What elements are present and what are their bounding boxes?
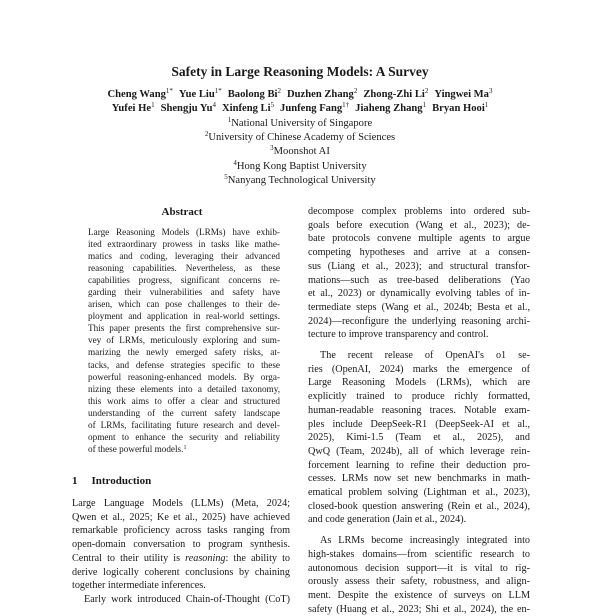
- author-name: [112, 103, 155, 114]
- text-line: remarkable proficiency across tasks ranging from: [72, 525, 290, 537]
- footnote-mark: 1: [183, 444, 187, 451]
- author-name: [280, 103, 349, 114]
- author-name-text: Jiaheng Zhang: [355, 103, 423, 114]
- text-line: decompose complex problems into ordered sub-: [308, 206, 530, 217]
- author-name: [432, 103, 488, 114]
- text-line: ment. Despite the existence of surveys on LLM: [308, 589, 530, 601]
- paper-title: Safety in Large Reasoning Models: A Survey: [171, 64, 429, 79]
- text-line: bate protocols convene multiple agents to argue: [308, 233, 530, 245]
- abstract-line: [88, 407, 280, 419]
- section-number: 1: [72, 475, 78, 487]
- author-affiliation-mark: 2: [277, 87, 281, 95]
- abstract-line: [88, 346, 280, 358]
- section-heading-introduction: [72, 475, 151, 487]
- author-line-1: [40, 88, 560, 102]
- abstract-line-text: matics and coding, leveraging their advanced: [88, 251, 280, 262]
- right-column: [308, 205, 530, 616]
- abstract-line: [88, 226, 280, 238]
- affiliation-mark: 3: [270, 144, 274, 153]
- text-run: Central to their utility is: [72, 552, 186, 564]
- abstract-line: [88, 238, 280, 250]
- text-line: cesses. LRMs now set new benchmarks in math-: [308, 473, 530, 485]
- author-name-text: Yue Liu: [178, 89, 215, 100]
- author-name-text: Duzhen Zhang: [286, 89, 354, 100]
- text-line: ples include DeepSeek-R1 (DeepSeek-AI et al.,: [308, 418, 530, 430]
- text-line: Large Language Models (LLMs) (Meta, 2024;: [72, 498, 290, 509]
- abstract-line: [88, 383, 280, 395]
- abstract-line-text: capabilities progress, significant concerns re-: [88, 275, 280, 286]
- text-line: ematical problem solving (Lightman et al., 2023),: [308, 487, 530, 499]
- author-affiliation-mark: 1: [484, 101, 489, 109]
- author-name-text: Yingwei Ma: [434, 89, 489, 100]
- author-name-text: Xinfeng Li: [221, 103, 271, 114]
- abstract-line-text: of LRMs, facilitating future research and devel-: [88, 419, 280, 430]
- author-affiliation-mark: 1*: [214, 87, 222, 95]
- abstract-line-text: reasoning capabilities. Nevertheless, as these: [88, 263, 280, 274]
- abstract-line-text: garding their vulnerabilities and safety have: [88, 287, 280, 298]
- text-line: high-stakes domains—from scientific research to: [308, 548, 530, 560]
- affiliation: [0, 117, 600, 131]
- text-line: autonomous decision support—it is vital to rig-: [308, 562, 530, 574]
- affiliation: [0, 174, 600, 188]
- abstract-line-text: arisen, which can pose challenges to their de-: [88, 299, 280, 310]
- text-line: closed-book question answering (Rein et al., 2024),: [308, 500, 530, 512]
- abstract-line: [88, 359, 280, 371]
- text-line: competing hypotheses and arrive at a consen-: [308, 247, 530, 259]
- text-line: termediate steps (Wang et al., 2024b; Besta et al.,: [308, 301, 530, 313]
- author-name-text: Baolong Bi: [227, 89, 278, 100]
- abstract-heading: Abstract: [161, 206, 203, 218]
- text-line: open-domain conversation to program synthesis.: [72, 539, 290, 551]
- author-name: [363, 89, 428, 100]
- abstract-line-text: of these powerful models.: [88, 443, 184, 454]
- abstract-line-text: marizing the newly emerged safety risks, at-: [88, 347, 280, 358]
- text-line: tecture to improve transparency and control.: [308, 329, 489, 341]
- author-name-text: Shengju Yu: [160, 103, 213, 114]
- affiliation-mark: 1: [227, 116, 232, 124]
- affiliation: [0, 131, 600, 145]
- text-line: mations—such as tree-based deliberations (Yao: [308, 274, 530, 286]
- affiliation-name: University of Chinese Academy of Sciences: [208, 132, 396, 144]
- abstract-line-text: ployment and application in real-world settings.: [88, 311, 280, 322]
- abstract-line-text: ited extraordinary prowess in tasks like mathe-: [88, 239, 280, 250]
- text-line: safety (Huang et al., 2023; Shi et al., 2024), the en-: [308, 603, 530, 615]
- text-line: derive logically coherent conclusions by chaining: [72, 566, 290, 578]
- abstract-line: [88, 298, 280, 310]
- abstract-line: [88, 419, 280, 431]
- author-name: [228, 89, 281, 100]
- author-affiliation-mark: 5: [270, 101, 275, 109]
- text-line: et al., 2023) or dynamically evolving tables of in-: [308, 288, 530, 300]
- author-name: [287, 89, 357, 100]
- affiliation-mark: 5: [224, 172, 228, 181]
- author-affiliation-mark: 4: [212, 101, 216, 109]
- text-run: : the ability to: [225, 552, 290, 564]
- author-name: [161, 103, 216, 114]
- text-line: ries (OpenAI, 2024) marks the emergence of: [308, 363, 530, 375]
- text-line: together intermediate inferences.: [72, 580, 206, 592]
- author-line-2: [40, 102, 560, 116]
- abstract-line-text: understanding of the current safety landscape: [88, 407, 280, 418]
- affiliation: [0, 145, 600, 159]
- abstract-line-text: this work aims to offer a clear and structured: [88, 395, 280, 406]
- author-name: [222, 103, 274, 114]
- abstract-line: [88, 371, 280, 383]
- emphasis-reasoning: reasoning: [185, 552, 226, 564]
- abstract-line-text: Large Reasoning Models (LRMs) have exhib-: [88, 227, 280, 237]
- text-line: QwQ (Team, 2024b), all of which leverage rein-: [308, 445, 530, 457]
- author-affiliation-mark: 2: [353, 87, 358, 95]
- affiliation-name: Hong Kong Baptist University: [236, 160, 367, 172]
- author-affiliation-mark: 1: [151, 101, 155, 109]
- author-name-text: Cheng Wang: [107, 89, 166, 100]
- text-line: 2025), Kimi-1.5 (Team et al., 2025), and: [308, 432, 530, 444]
- abstract-line-text: opment to enhance the security and reliability: [88, 431, 280, 442]
- author-name: [179, 89, 222, 100]
- affiliation-list: [0, 117, 600, 188]
- affiliation: [0, 160, 600, 174]
- text-line: [72, 552, 290, 566]
- author-affiliation-mark: 2: [424, 87, 429, 95]
- text-line: human-readable reasoning traces. Notable exam-: [308, 404, 530, 416]
- text-line: explicitly trained to produce richly formatted,: [308, 391, 530, 403]
- text-line: The recent release of OpenAI's o1 se-: [320, 350, 530, 362]
- author-name: [355, 103, 426, 114]
- affiliation-name: National University of Singapore: [231, 118, 373, 129]
- text-line: 2024)—reconfigure the underlying reasoning archi-: [308, 315, 530, 327]
- author-affiliation-mark: 3: [488, 87, 493, 95]
- abstract-line: [88, 334, 280, 346]
- abstract-line: [88, 262, 280, 274]
- introduction-paragraph: [72, 497, 290, 607]
- text-line: orously assess their safety, robustness, and align-: [308, 576, 530, 588]
- abstract-line-text: vey of LRMs, meticulously exploring and sum-: [88, 335, 280, 346]
- section-title: Introduction: [91, 475, 152, 487]
- text-line: Qwen et al., 2025; Ke et al., 2025) have achieved: [72, 511, 290, 523]
- abstract-line: [88, 431, 280, 443]
- abstract-line-text: This paper presents the first comprehensive sur-: [88, 323, 280, 334]
- author-name-text: Bryan Hooi: [432, 103, 485, 114]
- affiliation-name: Moonshot AI: [273, 146, 330, 158]
- author-name-text: Yufei He: [111, 103, 152, 114]
- author-name: [108, 89, 173, 100]
- abstract-line: [88, 443, 280, 455]
- text-line: and code generation (Jain et al., 2024).: [308, 514, 467, 526]
- text-line: goals before execution (Wang et al., 2023); de-: [308, 219, 530, 231]
- author-name: [434, 89, 492, 100]
- paragraph-gap: [308, 527, 530, 534]
- abstract-line: [88, 395, 280, 407]
- affiliation-mark: 2: [204, 130, 209, 139]
- text-line: forcement learning to refine their deduction pro-: [308, 459, 530, 471]
- affiliation-name: Nanyang Technological University: [227, 174, 376, 186]
- author-name-text: Zhong-Zhi Li: [363, 89, 425, 100]
- abstract-line-text: powerful reasoning-enhanced models. By orga-: [88, 371, 280, 382]
- text-line: sus (Liang et al., 2023); and structural transfor-: [308, 260, 530, 272]
- abstract-line: [88, 250, 280, 262]
- author-name-text: Junfeng Fang: [280, 103, 343, 114]
- text-line: Early work introduced Chain-of-Thought (CoT): [84, 593, 290, 605]
- text-line: As LRMs become increasingly integrated into: [320, 535, 530, 547]
- affiliation-mark: 4: [233, 158, 237, 167]
- abstract-line-text: nizing these elements into a detailed taxonomy,: [88, 383, 280, 394]
- abstract-line: [88, 310, 280, 322]
- abstract-line: [88, 274, 280, 286]
- text-line: Large Reasoning Models (LRMs), which are: [308, 377, 530, 389]
- author-affiliation-mark: 1*: [165, 87, 173, 95]
- author-affiliation-mark: 1†: [342, 101, 350, 109]
- paragraph-gap: [308, 342, 530, 349]
- abstract-line: [88, 286, 280, 298]
- author-affiliation-mark: 1: [422, 101, 427, 109]
- abstract-line-text: tacks, and defense strategies specific to these: [88, 359, 280, 370]
- abstract-line: [88, 322, 280, 334]
- abstract-body: [88, 226, 280, 455]
